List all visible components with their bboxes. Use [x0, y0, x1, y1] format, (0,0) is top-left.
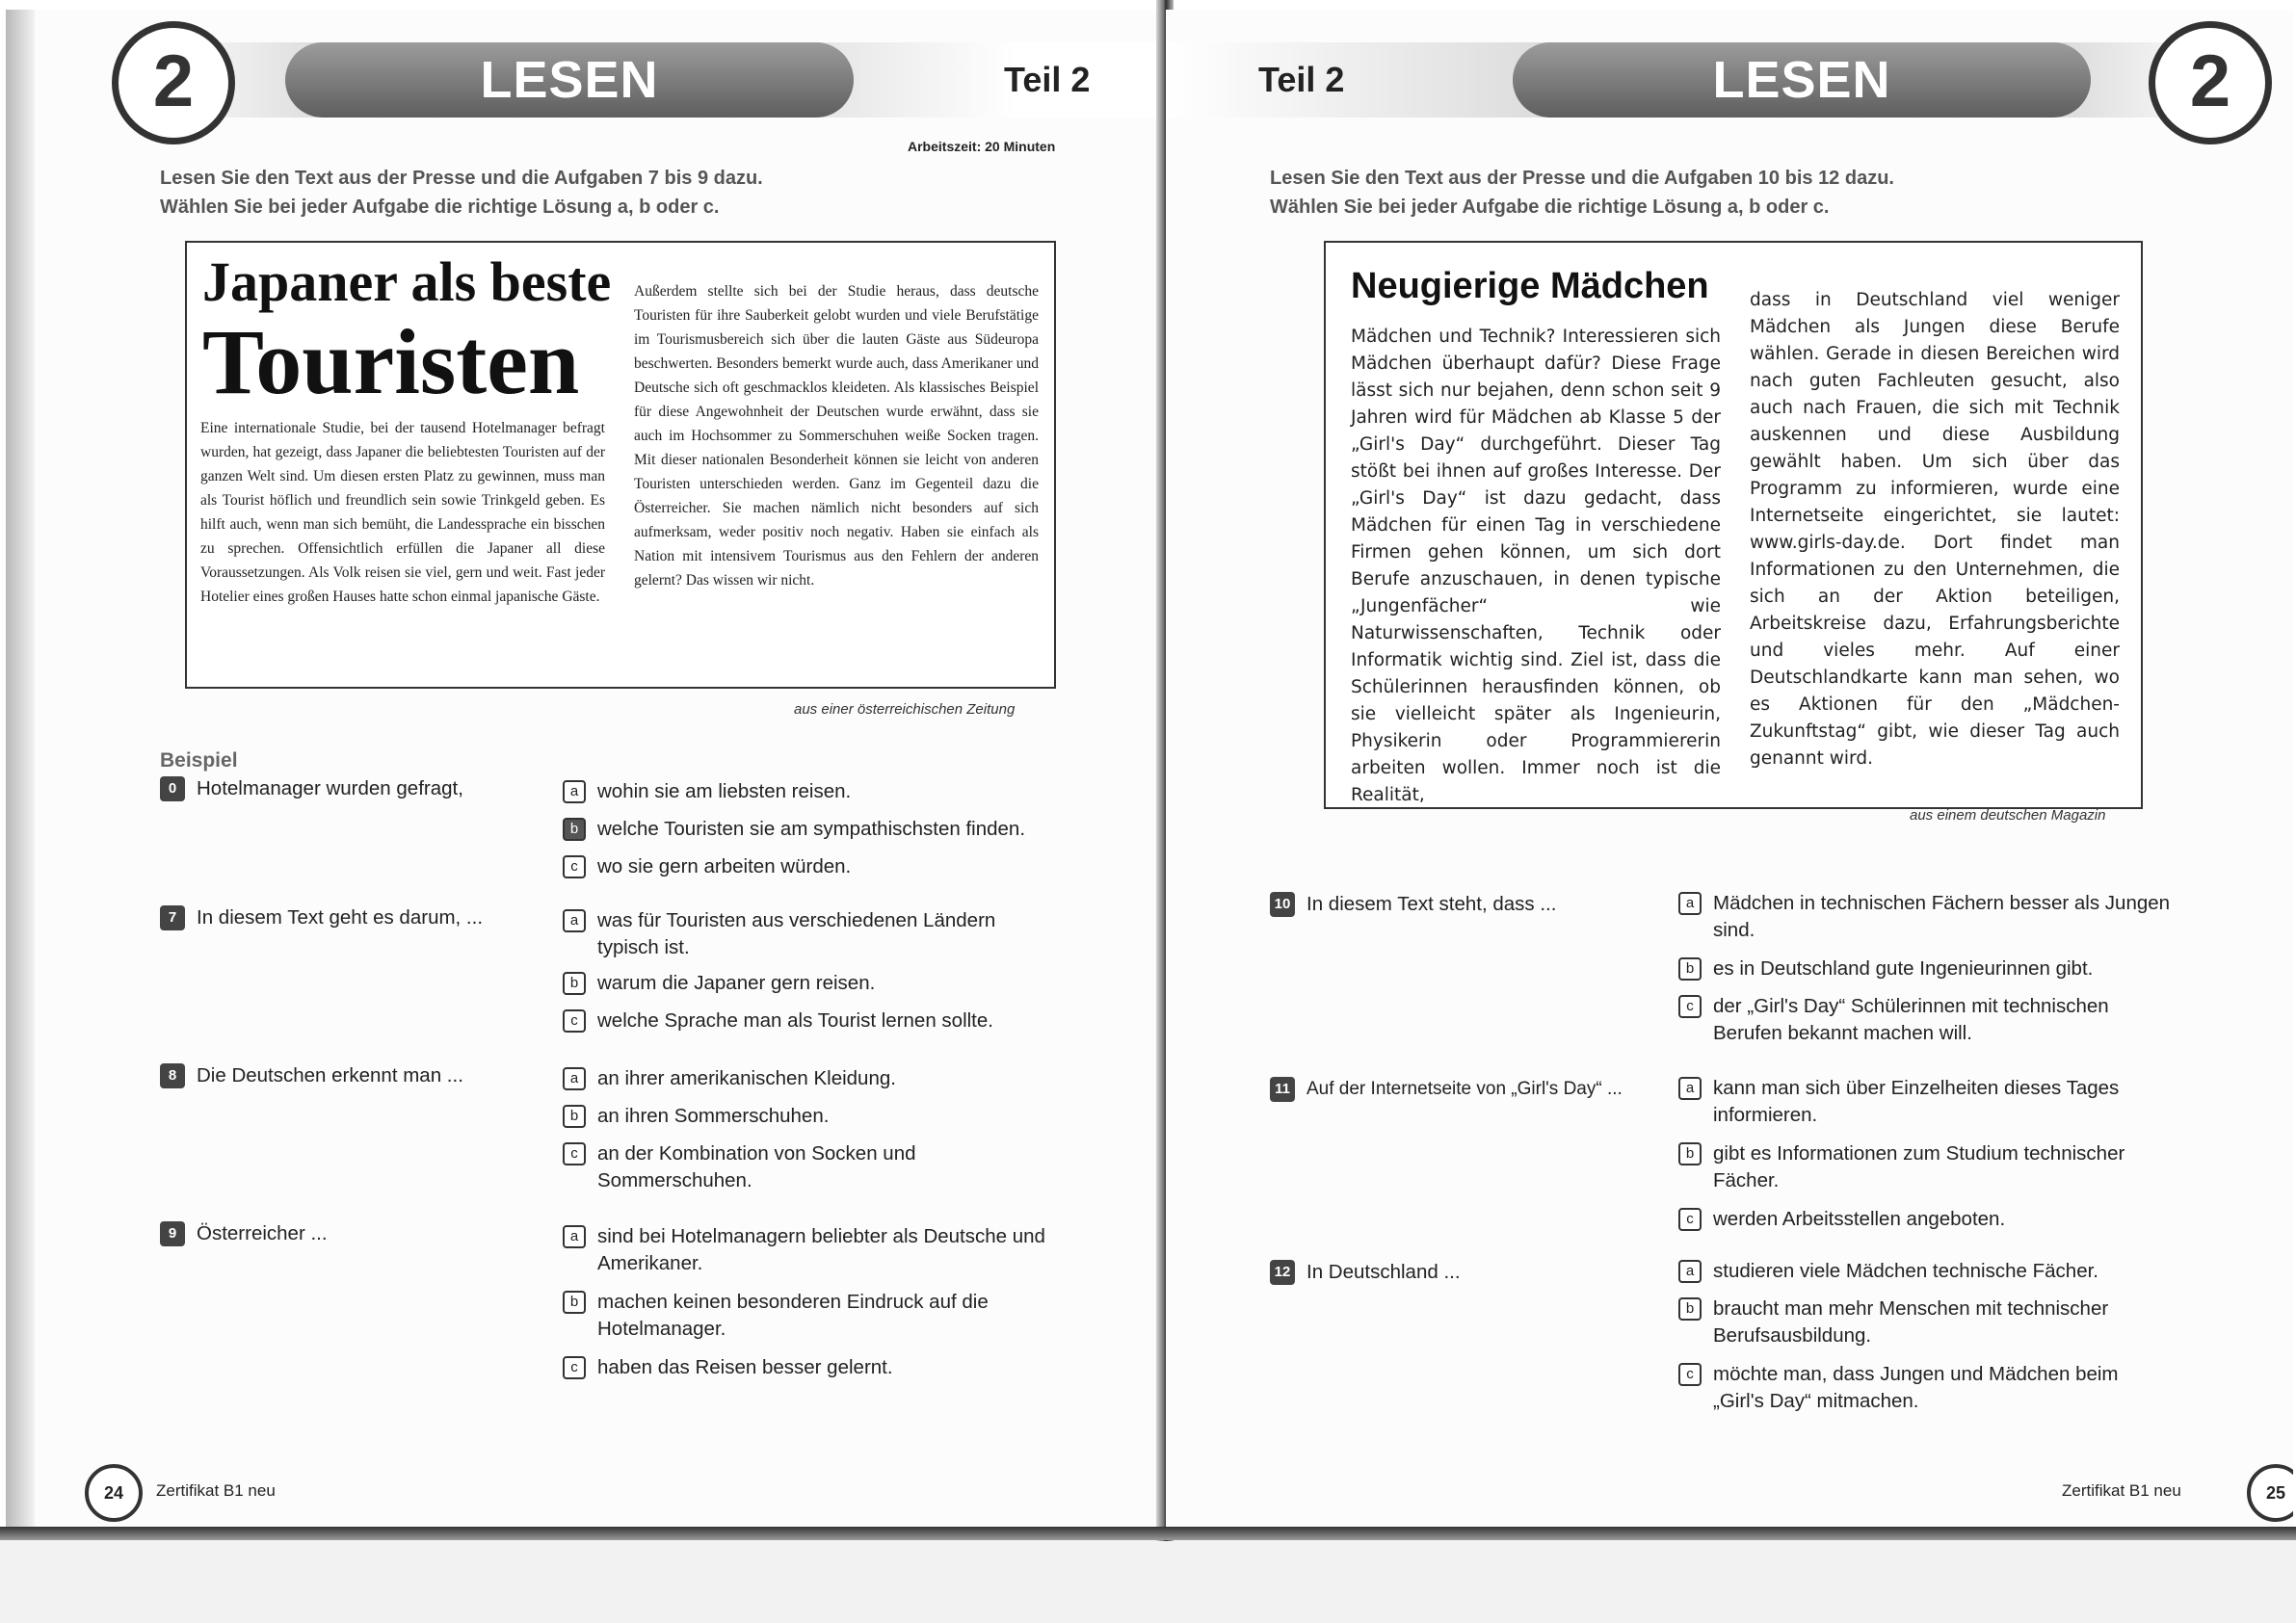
- option-checkbox-checked[interactable]: b: [563, 818, 586, 841]
- instructions: [160, 164, 763, 222]
- option-checkbox[interactable]: a: [563, 1225, 586, 1248]
- option-text: an ihrer amerikanischen Kleidung.: [597, 1067, 896, 1089]
- option-text: wo sie gern arbeiten würden.: [597, 855, 852, 877]
- option-text: möchte man, dass Jungen und Mädchen beim „Girl's Day“ mitmachen.: [1713, 1363, 2119, 1412]
- option-checkbox[interactable]: a: [563, 1067, 586, 1090]
- option-checkbox[interactable]: a: [1678, 1077, 1702, 1100]
- section-number: 2: [112, 21, 235, 144]
- article-column: Eine internationale Studie, bei der tausend Hotelmanager befragt wurden, hat gezeigt, dass Japaner die beliebtesten Touristen auf der ganzen Welt sind. Um diesen ersten Platz zu gewinnen, muss man als Tourist höflich und freundlich sein sowie Trinkgeld geben. Es hilft auch, wenn man sich bemüht, die Landessprache ein bisschen zu sprechen. Offensichtlich erfüllen die Japaner all diese Voraussetzungen. Als Volk reisen sie viel, gern und weit. Fast jeder Hotelier eines großen Hauses hatte schon einmal japanische Gäste.: [200, 420, 605, 605]
- task-number-badge: 10: [1270, 892, 1295, 917]
- working-time: Arbeitszeit: 20 Minuten: [908, 139, 1056, 154]
- option-checkbox[interactable]: c: [563, 1356, 586, 1379]
- option-checkbox[interactable]: b: [563, 972, 586, 995]
- task-number-badge: 9: [160, 1221, 185, 1246]
- article-column: dass in Deutschland viel weniger Mädchen als Jungen diese Berufe wählen. Gerade in diesen Bereichen wird nach guten Fachleuten gesucht, also auch nach Frauen, die sich mit Technik auskennen und diese Ausbildung gewählt haben. Um sich über das Programm zu informieren, wurde eine Internetseite eingerichtet, sie lautet: www.girls-day.de. Dort findet man Informationen zu den Unternehmen, die sich an der Aktion beteiligen, Arbeitskreise dazu, Erfahrungsberichte und vieles mehr. Auf einer Deutschlandkarte kann man sehen, wo es Aktionen für den „Mädchen-Zukunftstag“ gibt, wie dieser Tag auch genannt wird.: [1750, 290, 2120, 769]
- task-question: Die Deutschen erkennt man ...: [197, 1064, 463, 1086]
- instruction-line: Wählen Sie bei jeder Aufgabe die richtige Lösung a, b oder c.: [1270, 196, 1830, 218]
- option-checkbox[interactable]: b: [563, 1291, 586, 1314]
- page-number: 24: [85, 1464, 143, 1522]
- section-title-box: [1513, 42, 2091, 118]
- option-checkbox[interactable]: b: [1678, 1297, 1702, 1321]
- left-header: [6, 21, 1160, 154]
- option-checkbox[interactable]: b: [563, 1105, 586, 1128]
- option-text: warum die Japaner gern reisen.: [597, 972, 876, 994]
- option-text: haben das Reisen besser gelernt.: [597, 1356, 893, 1378]
- option-checkbox[interactable]: c: [563, 1009, 586, 1033]
- option-text: gibt es Informationen zum Studium technischer Fächer.: [1713, 1142, 2125, 1191]
- section-title: LESEN: [480, 51, 659, 109]
- article-box: [1324, 241, 2143, 809]
- article-source: aus einem deutschen Magazin: [1910, 807, 2106, 824]
- task-number-badge: 0: [160, 776, 185, 801]
- instruction-line: Wählen Sie bei jeder Aufgabe die richtige Lösung a, b oder c.: [160, 196, 720, 218]
- task-question: Österreicher ...: [197, 1222, 328, 1244]
- option-checkbox[interactable]: a: [563, 780, 586, 803]
- option-checkbox[interactable]: b: [1678, 1142, 1702, 1165]
- option-text: Mädchen in technischen Fächern besser als Jungen sind.: [1713, 892, 2171, 941]
- option-text: werden Arbeitsstellen angeboten.: [1713, 1208, 2006, 1230]
- option-checkbox[interactable]: c: [563, 855, 586, 878]
- section-title-box: [285, 42, 854, 118]
- part-label: Teil 2: [1004, 60, 1091, 99]
- instruction-line: Lesen Sie den Text aus der Presse und die Aufgaben 10 bis 12 dazu.: [1270, 168, 1894, 189]
- article-headline: [202, 250, 617, 413]
- section-number: 2: [2149, 21, 2272, 144]
- task-question: In Deutschland ...: [1306, 1261, 1461, 1283]
- example-label: Beispiel: [160, 749, 238, 772]
- task-question: In diesem Text steht, dass ...: [1306, 893, 1557, 915]
- option-text: welche Sprache man als Tourist lernen sollte.: [597, 1009, 993, 1032]
- option-checkbox[interactable]: a: [1678, 892, 1702, 915]
- option-checkbox[interactable]: c: [1678, 1363, 1702, 1386]
- article-box: [185, 241, 1056, 689]
- task-number-badge: 11: [1270, 1077, 1295, 1102]
- task-question: Auf der Internetseite von „Girl's Day“ ...: [1306, 1079, 1623, 1099]
- option-text: was für Touristen aus verschiedenen Ländern typisch ist.: [597, 909, 996, 958]
- article-title: Neugierige Mädchen: [1351, 266, 1709, 306]
- article-column: Mädchen und Technik? Interessieren sich Mädchen überhaupt dafür? Diese Frage lässt sich nur bejahen, denn schon seit 9 Jahren wird für Mädchen ab Klasse 5 der „Girl's Day“ durchgeführt. Dieser Tag stößt bei ihnen auf großes Interesse. Der „Girl's Day“ ist dazu gedacht, dass Mädchen für einen Tag in verschiedene Firmen gehen können, um sich dort Berufe anzuschauen, in denen typische „Jungenfächer“ wie Naturwissenschaften, Technik oder Informatik wichtig sind. Ziel ist, dass die Schülerinnen herausfinden können, ob sie vielleicht später als Ingenieurin, Physikerin oder Programmiererin arbeiten wollen. Immer noch ist die Realität,: [1351, 327, 1721, 805]
- right-header: [1166, 21, 2293, 137]
- instruction-line: Lesen Sie den Text aus der Presse und die Aufgaben 7 bis 9 dazu.: [160, 168, 763, 189]
- task-question: Hotelmanager wurden gefragt,: [197, 777, 463, 799]
- headline-line: Touristen: [202, 310, 580, 413]
- task-number-badge: 8: [160, 1063, 185, 1088]
- option-text: der „Girl's Day“ Schülerinnen mit technischen Berufen bekannt machen will.: [1713, 995, 2109, 1044]
- option-text: an der Kombination von Socken und Sommerschuhen.: [597, 1142, 916, 1191]
- option-text: kann man sich über Einzelheiten dieses Tages informieren.: [1713, 1077, 2120, 1126]
- option-checkbox[interactable]: c: [1678, 995, 1702, 1018]
- article-source: aus einer österreichischen Zeitung: [794, 701, 1016, 718]
- book-title: Zertifikat B1 neu: [156, 1481, 276, 1500]
- option-text: sind bei Hotelmanagern beliebter als Deutsche und Amerikaner.: [597, 1225, 1045, 1274]
- task-number-badge: 7: [160, 905, 185, 930]
- option-text: studieren viele Mädchen technische Fächer.: [1713, 1260, 2098, 1282]
- option-text: welche Touristen sie am sympathischsten finden.: [597, 818, 1026, 840]
- article-column: Außerdem stellte sich bei der Studie heraus, dass deutsche Touristen für ihre Sauberkeit gelobt wurden und viele Berufstätige im Tourismusbereich sich über die lauten Gäste aus Südeuropa beschwerten. Besonders bemerkt wurde auch, dass Amerikaner und Deutsche sich oft geschmacklos kleideten. Als klassisches Beispiel für diese Angewohnheit der Deutschen wurde erwähnt, dass sie auch im Hochsommer zu Sommerschuhen weiße Socken tragen. Mit dieser nationalen Besonderheit können sie leicht von anderen Touristen unterschieden werden. Ganz im Gegenteil dazu die Österreicher. Sie machen nämlich nicht besonders auf sich aufmerksam, weder positiv noch negativ. Haben sie einfach als Nation mit intensivem Tourismus aus den Fehlern der anderen gelernt? Das wissen wir nicht.: [634, 283, 1039, 589]
- option-checkbox[interactable]: c: [1678, 1208, 1702, 1231]
- left-page: [6, 10, 1160, 1530]
- page-number: 25: [2247, 1464, 2293, 1522]
- option-checkbox[interactable]: a: [563, 909, 586, 932]
- option-checkbox[interactable]: c: [563, 1142, 586, 1165]
- option-text: wohin sie am liebsten reisen.: [597, 780, 852, 802]
- option-checkbox[interactable]: b: [1678, 957, 1702, 981]
- headline-line: Japaner als beste: [202, 250, 612, 313]
- right-page: [1166, 10, 2293, 1530]
- book-title: Zertifikat B1 neu: [2062, 1481, 2181, 1500]
- option-checkbox[interactable]: a: [1678, 1260, 1702, 1283]
- option-text: braucht man mehr Menschen mit technischer Berufsausbildung.: [1713, 1297, 2109, 1347]
- task-question: In diesem Text geht es darum, ...: [197, 906, 484, 929]
- option-text: machen keinen besonderen Eindruck auf die Hotelmanager.: [597, 1291, 989, 1340]
- option-text: es in Deutschland gute Ingenieurinnen gibt.: [1713, 957, 2094, 980]
- task-number-badge: 12: [1270, 1260, 1295, 1285]
- book-bottom-edge: [0, 1527, 2296, 1540]
- option-text: an ihren Sommerschuhen.: [597, 1105, 830, 1127]
- part-label: Teil 2: [1258, 60, 1345, 99]
- page-edge-shadow: [6, 10, 35, 1530]
- section-title: LESEN: [1712, 51, 1891, 109]
- background-surface: [0, 1540, 2296, 1623]
- instructions: [1270, 164, 1894, 222]
